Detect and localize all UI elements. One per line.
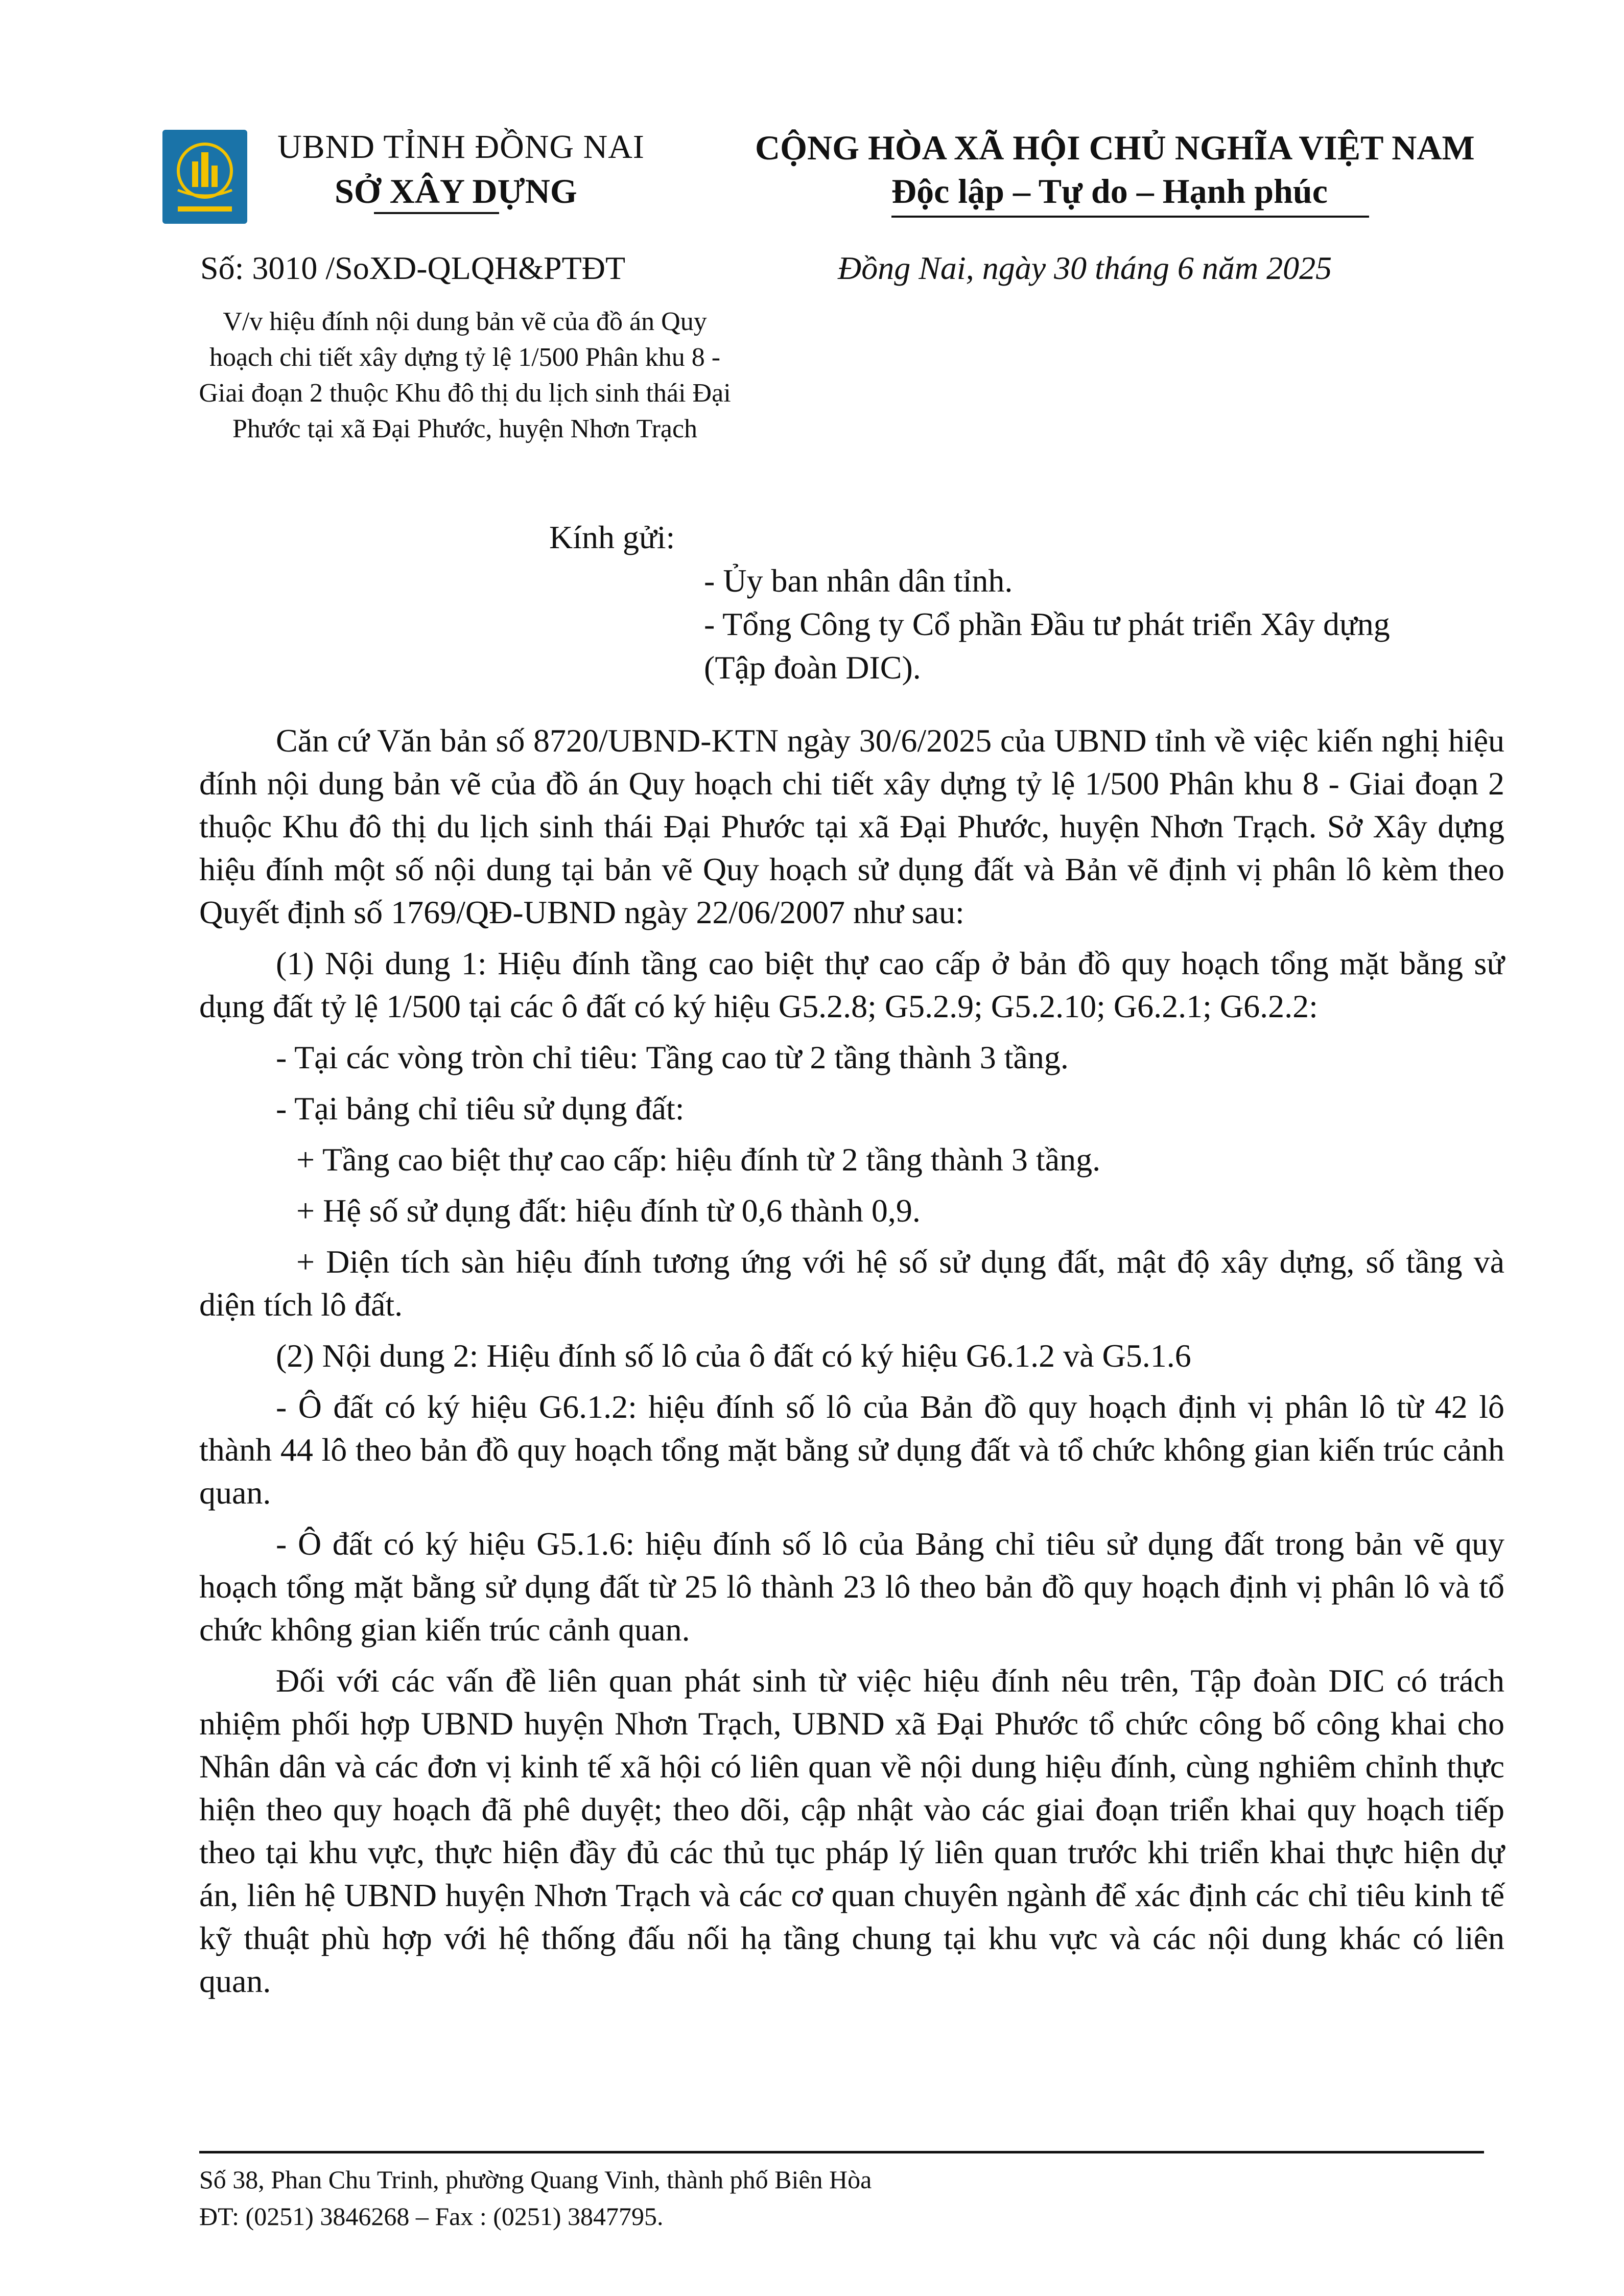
letter-body — [199, 719, 1504, 2011]
body-paragraph: (1) Nội dung 1: Hiệu đính tầng cao biệt thự cao cấp ở bản đồ quy hoạch tổng mặt bằng sử dụng đất tỷ lệ 1/500 tại các ô đất có ký hiệu G5.2.8; G5.2.9; G5.2.10; G6.2.1; G6.2.2: — [199, 945, 1504, 1024]
footer-contact — [199, 2161, 872, 2235]
department-logo — [162, 130, 247, 224]
body-paragraph: Đối với các vấn đề liên quan phát sinh từ việc hiệu đính nêu trên, Tập đoàn DIC có trách nhiệm phối hợp UBND huyện Nhơn Trạch, UBND xã Đại Phước tổ chức công bố công khai cho Nhân dân và các đơn vị kinh tế xã hội có liên quan về nội dung hiệu đính, cùng nghiêm chỉnh thực hiện theo quy hoạch đã phê duyệt; theo dõi, cập nhật vào các giai đoạn triển khai quy hoạch tiếp theo tại khu vực, thực hiện đầy đủ các thủ tục pháp lý liên quan trước khi triển khai thực hiện dự án, liên hệ UBND huyện Nhơn Trạch và các cơ quan chuyên ngành để xác định các chỉ tiêu kinh tế kỹ thuật phù hợp với hệ thống đấu nối hạ tầng chung tại khu vực và các nội dung khác có liên quan. — [199, 1662, 1504, 1999]
body-sub-bullet: + Diện tích sàn hiệu đính tương ứng với hệ số sử dụng đất, mật độ xây dựng, số tầng và diện tích lô đất. — [199, 1244, 1504, 1323]
building-emblem-icon — [162, 130, 247, 224]
footer-divider — [199, 2151, 1484, 2153]
footer-address: Số 38, Phan Chu Trinh, phường Quang Vinh, thành phố Biên Hòa — [199, 2165, 872, 2194]
province-committee-name: UBND TỈNH ĐỒNG NAI — [277, 128, 645, 166]
body-bullet: - Tại các vòng tròn chỉ tiêu: Tầng cao từ 2 tầng thành 3 tầng. — [276, 1039, 1069, 1075]
recipient-item: - Tổng Công ty Cổ phần Đầu tư phát triển Xây dựng — [704, 606, 1390, 642]
footer-phone: ĐT: (0251) 3846268 – Fax : (0251) 3847795. — [199, 2202, 664, 2231]
national-motto: Độc lập – Tự do – Hạnh phúc — [891, 172, 1328, 210]
national-title: CỘNG HÒA XÃ HỘI CHỦ NGHĨA VIỆT NAM — [755, 128, 1475, 167]
document-subject: V/v hiệu đính nội dung bản vẽ của đồ án Quy hoạch chi tiết xây dựng tỷ lệ 1/500 Phân khu 8 - Giai đoạn 2 thuộc Khu đô thị du lịch sinh thái Đại Phước tại xã Đại Phước, huyện Nhơn Trạch — [199, 307, 731, 443]
recipient-item: (Tập đoàn DIC). — [704, 649, 921, 686]
body-bullet: - Ô đất có ký hiệu G6.1.2: hiệu đính số lô của Bản đồ quy hoạch định vị phân lô từ 42 lô thành 44 lô theo bản đồ quy hoạch tổng mặt bằng sử dụng đất và tổ chức không gian kiến trúc cảnh quan. — [199, 1389, 1504, 1511]
body-paragraph: (2) Nội dung 2: Hiệu đính số lô của ô đất có ký hiệu G6.1.2 và G5.1.6 — [276, 1338, 1191, 1374]
body-paragraph: Căn cứ Văn bản số 8720/UBND-KTN ngày 30/6/2025 của UBND tỉnh về việc kiến nghị hiệu đính nội dung bản vẽ của đồ án Quy hoạch chi tiết xây dựng tỷ lệ 1/500 Phân khu 8 - Giai đoạn 2 thuộc Khu đô thị du lịch sinh thái Đại Phước tại xã Đại Phước, huyện Nhơn Trạch. Sở Xây dựng hiệu đính một số nội dung tại bản vẽ Quy hoạch sử dụng đất và Bản vẽ định vị phân lô kèm theo Quyết định số 1769/QĐ-UBND ngày 22/06/2007 như sau: — [199, 722, 1504, 930]
document-date: Đồng Nai, ngày 30 tháng 6 năm 2025 — [838, 250, 1332, 286]
recipient-item: - Ủy ban nhân dân tỉnh. — [704, 563, 1013, 599]
department-name: SỞ XÂY DỰNG — [335, 172, 577, 210]
document-number: Số: 3010 /SoXD-QLQH&PTĐT — [200, 250, 626, 286]
salutation: Kính gửi: — [549, 519, 675, 555]
body-sub-bullet: + Tầng cao biệt thự cao cấp: hiệu đính từ 2 tầng thành 3 tầng. — [296, 1141, 1101, 1178]
motto-underline — [891, 216, 1369, 218]
body-sub-bullet: + Hệ số sử dụng đất: hiệu đính từ 0,6 thành 0,9. — [296, 1192, 921, 1229]
body-bullet: - Ô đất có ký hiệu G5.1.6: hiệu đính số lô của Bảng chỉ tiêu sử dụng đất trong bản vẽ quy hoạch tổng mặt bằng sử dụng đất từ 25 lô thành 23 lô theo bản đồ quy hoạch định vị phân lô và tổ chức không gian kiến trúc cảnh quan. — [199, 1526, 1504, 1648]
body-bullet: - Tại bảng chỉ tiêu sử dụng đất: — [276, 1090, 685, 1127]
department-underline — [374, 212, 499, 214]
